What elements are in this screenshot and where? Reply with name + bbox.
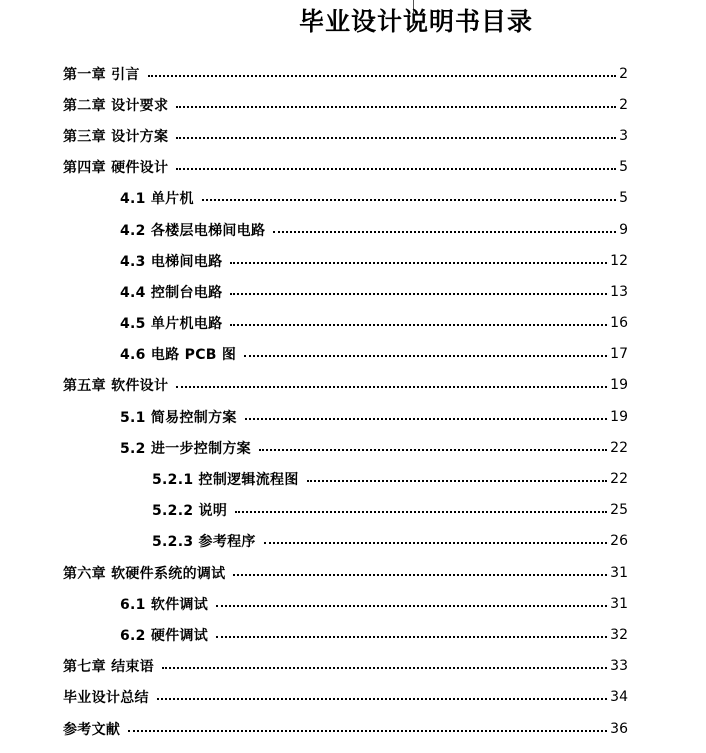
toc-entry-label: 4.4 控制台电路 [120, 284, 223, 301]
toc-entry-page: 32 [610, 626, 628, 643]
toc-entry-page: 3 [619, 127, 628, 144]
dot-leader [216, 605, 607, 607]
dot-leader [244, 355, 607, 357]
toc-entry[interactable] [0, 432, 706, 463]
toc-entry-label: 第一章 引言 [63, 66, 140, 83]
toc-entry-label: 4.1 单片机 [120, 191, 194, 208]
toc-entry-label: 第六章 软硬件系统的调试 [63, 565, 226, 582]
toc-entry[interactable] [0, 245, 706, 276]
toc-entry-label: 5.1 简易控制方案 [120, 409, 237, 426]
dot-leader [176, 386, 607, 388]
toc-entry-label: 参考文献 [63, 721, 121, 738]
dot-leader [233, 574, 607, 576]
toc-entry-page: 19 [610, 408, 628, 425]
dot-leader [273, 231, 616, 233]
toc-entry-page: 26 [610, 533, 628, 550]
toc-entry-page: 33 [610, 658, 628, 675]
dot-leader [202, 199, 616, 201]
toc-entry-page: 16 [610, 315, 628, 332]
toc-entry-page: 9 [619, 221, 628, 238]
dot-leader [157, 698, 607, 700]
toc-entry-label: 5.2.3 参考程序 [152, 534, 256, 551]
table-of-contents [0, 58, 706, 744]
toc-entry[interactable] [0, 713, 706, 744]
toc-entry-label: 4.5 单片机电路 [120, 316, 223, 333]
toc-entry-page: 36 [610, 720, 628, 737]
dot-leader [235, 511, 607, 513]
dot-leader [245, 418, 607, 420]
toc-entry-page: 5 [619, 159, 628, 176]
toc-entry-label: 4.6 电路 PCB 图 [120, 347, 237, 364]
toc-entry-label: 第三章 设计方案 [63, 128, 169, 145]
dot-leader [230, 324, 607, 326]
dot-leader [176, 106, 616, 108]
toc-entry[interactable] [0, 370, 706, 401]
toc-entry[interactable] [0, 308, 706, 339]
dot-leader [176, 137, 616, 139]
toc-entry-label: 6.1 软件调试 [120, 596, 209, 613]
toc-entry[interactable] [0, 120, 706, 151]
dot-leader [259, 449, 607, 451]
toc-entry[interactable] [0, 152, 706, 183]
toc-entry-label: 5.2.1 控制逻辑流程图 [152, 472, 299, 489]
page-title: 毕业设计说明书目录 [298, 7, 533, 36]
dot-leader [128, 730, 607, 732]
toc-entry[interactable] [0, 214, 706, 245]
toc-entry[interactable] [0, 339, 706, 370]
toc-entry-label: 第七章 结束语 [63, 659, 154, 676]
toc-entry-label: 6.2 硬件调试 [120, 627, 209, 644]
toc-entry-label: 5.2.2 说明 [152, 503, 228, 520]
dot-leader [148, 75, 616, 77]
dot-leader [230, 262, 607, 264]
dot-leader [230, 293, 607, 295]
dot-leader [216, 636, 607, 638]
toc-entry[interactable] [0, 651, 706, 682]
toc-entry-page: 17 [610, 346, 628, 363]
toc-entry-page: 22 [610, 439, 628, 456]
toc-entry-page: 2 [619, 65, 628, 82]
dot-leader [176, 168, 616, 170]
toc-entry-page: 22 [610, 471, 628, 488]
toc-entry-page: 2 [619, 96, 628, 113]
toc-entry-label: 5.2 进一步控制方案 [120, 440, 251, 457]
toc-entry[interactable] [0, 588, 706, 619]
toc-entry[interactable] [0, 58, 706, 89]
toc-entry-page: 19 [610, 377, 628, 394]
toc-entry-page: 5 [619, 190, 628, 207]
toc-entry-label: 4.3 电梯间电路 [120, 253, 223, 270]
toc-entry[interactable] [0, 682, 706, 713]
toc-entry[interactable] [0, 89, 706, 120]
toc-entry[interactable] [0, 526, 706, 557]
toc-entry[interactable] [0, 183, 706, 214]
toc-entry-label: 第二章 设计要求 [63, 97, 169, 114]
toc-entry[interactable] [0, 557, 706, 588]
toc-entry-label: 第五章 软件设计 [63, 378, 169, 395]
toc-entry-page: 31 [610, 595, 628, 612]
toc-entry-page: 34 [610, 689, 628, 706]
toc-entry[interactable] [0, 276, 706, 307]
dot-leader [307, 480, 608, 482]
toc-entry-label: 第四章 硬件设计 [63, 160, 169, 177]
dot-leader [162, 667, 607, 669]
toc-entry-page: 25 [610, 502, 628, 519]
toc-entry[interactable] [0, 401, 706, 432]
toc-entry-label: 4.2 各楼层电梯间电路 [120, 222, 266, 239]
dot-leader [264, 542, 607, 544]
toc-entry[interactable] [0, 619, 706, 650]
toc-entry[interactable] [0, 463, 706, 494]
toc-entry[interactable] [0, 495, 706, 526]
toc-entry-page: 13 [610, 283, 628, 300]
toc-entry-page: 12 [610, 252, 628, 269]
toc-entry-page: 31 [610, 564, 628, 581]
toc-entry-label: 毕业设计总结 [63, 690, 149, 707]
